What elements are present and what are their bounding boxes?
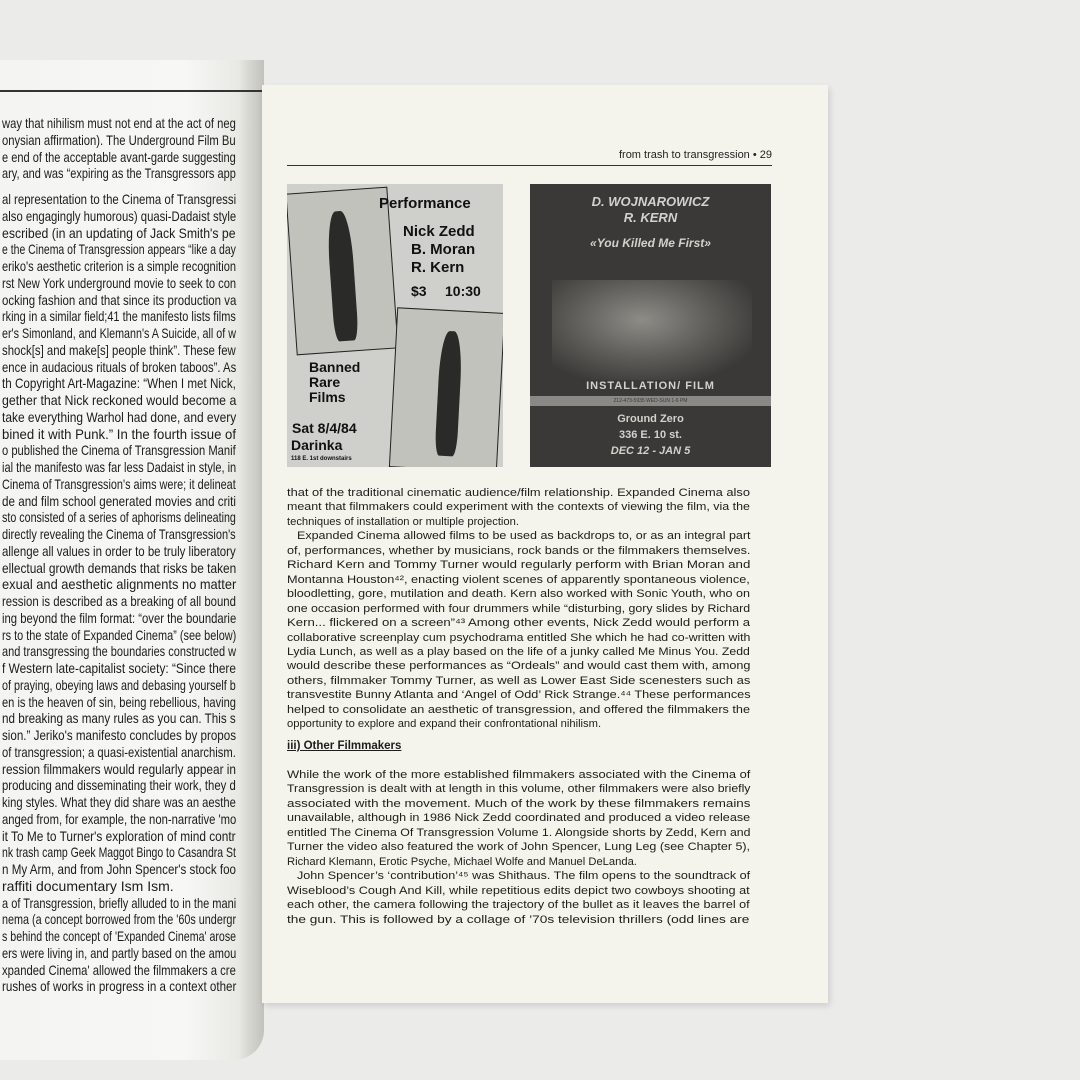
left-page-line: ression filmmakers would regularly appear in bbox=[2, 760, 237, 777]
left-page-line: Cinema of Transgression's aims were; it delineat bbox=[2, 475, 236, 492]
poster-artist-2: R. KERN bbox=[623, 210, 678, 225]
left-page-line: raffiti documentary Ism Ism. bbox=[2, 877, 174, 894]
left-page-line: er's Simonland, and Klemann's A Suicide, all of w bbox=[2, 325, 236, 341]
poster-address: 336 E. 10 st. bbox=[619, 429, 682, 441]
left-page-line: exual and aesthetic alignments no matter bbox=[2, 576, 237, 593]
left-page-line: nema (a concept borrowed from the '60s undergr bbox=[2, 911, 237, 928]
poster-venue: Darinka bbox=[291, 437, 343, 453]
left-page-line: n My Arm, and from John Spencer's stock foo bbox=[2, 861, 237, 877]
text-line: associated with the movement. Much of the work by these filmmakers remains bbox=[287, 797, 751, 810]
poster-artist-1: D. WOJNAROWICZ bbox=[591, 194, 710, 209]
left-page-header-rule bbox=[0, 90, 262, 92]
left-page-line: xpanded Cinema' allowed the filmmakers a cre bbox=[2, 961, 236, 978]
text-line: transvestite Bunny Atlanta and ‘Angel of Odd’ Rick Strange.⁴⁴ These performances bbox=[287, 689, 751, 702]
poster-price: $3 bbox=[411, 283, 427, 299]
left-page-line: nk trash camp Geek Maggot Bingo to Casandra St bbox=[2, 844, 236, 861]
right-page bbox=[262, 85, 828, 1003]
left-page-line: s behind the concept of 'Expanded Cinema' arose bbox=[2, 928, 237, 944]
text-line: meant that filmmakers could experiment with the contexts of viewing the film, via the bbox=[287, 501, 750, 514]
left-page-line: a of Transgression, briefly alluded to in the mani bbox=[2, 894, 237, 911]
left-page-line: rst New York underground movie to seek to con bbox=[2, 274, 237, 291]
text-line: Richard Kern and Tommy Turner would regularly perform with Brian Moran and bbox=[287, 559, 751, 572]
poster-address: 118 E. 1st downstairs bbox=[291, 456, 352, 462]
text-line: While the work of the more established filmmakers associated with the Cinema of bbox=[287, 769, 751, 781]
left-page-line: f Western late-capitalist society: “Since there bbox=[2, 660, 236, 676]
text-line: others, filmmaker Tommy Turner, as well as Lower East Side scenesters such as bbox=[287, 674, 751, 687]
poster-image bbox=[552, 280, 752, 380]
running-head: from trash to transgression • 29 bbox=[618, 149, 772, 161]
left-page-line: take everything Warhol had done, and every bbox=[2, 408, 237, 425]
left-page-line: and transgressing the boundaries constructed w bbox=[2, 643, 237, 660]
left-page-line: o published the Cinema of Transgression Manif bbox=[2, 442, 236, 459]
header-rule bbox=[287, 165, 772, 166]
left-page-line: rs to the state of Expanded Cinema” (see below) bbox=[2, 626, 237, 643]
left-page-line: nd breaking as many rules as you can. This s bbox=[2, 710, 236, 727]
text-line: Lydia Lunch, as well as a play based on the life of a junky called Me Minus You. Zedd bbox=[287, 645, 750, 658]
left-page-line: al representation to the Cinema of Transgressi bbox=[2, 191, 237, 207]
left-page-line: sto consisted of a series of aphorisms delineating bbox=[2, 509, 236, 526]
text-line: collaborative screenplay cum psychodrama entitled She which he had co-written with bbox=[287, 631, 751, 644]
poster-venue: Ground Zero bbox=[617, 413, 684, 425]
poster-dates: DEC 12 - JAN 5 bbox=[610, 445, 691, 457]
poster-subtitle-2: Rare bbox=[309, 374, 341, 390]
text-line: entitled The Cinema Of Transgression Volume 1. Alongside shorts by Zedd, Kern and bbox=[287, 826, 751, 839]
left-page-line: it To Me to Turner's exploration of mind contr bbox=[2, 827, 236, 844]
left-page-line: allenge all values in order to be truly liberatory bbox=[2, 542, 236, 559]
left-page-line: of praying, obeying laws and debasing yourself b bbox=[2, 676, 236, 693]
text-line: unavailable, although in 1986 Nick Zedd coordinated and produced a video release bbox=[287, 812, 751, 825]
text-line: John Spencer’s ‘contribution’⁴⁵ was Shithaus. The film opens to the soundtrack of bbox=[297, 870, 751, 883]
poster-subtitle-3: Films bbox=[309, 389, 346, 405]
left-page-line: gether that Nick reckoned would become a bbox=[2, 392, 237, 408]
left-page-line: e the Cinema of Transgression appears “like a day bbox=[2, 241, 236, 258]
left-page-line: ocking fashion and that since its production va bbox=[2, 291, 237, 308]
text-line: Kern... flickered on a screen”⁴³ Among other events, Nick Zedd would perform a bbox=[287, 617, 751, 630]
text-line: helped to consolidate an aesthetic of transgression, and offered the filmmakers the bbox=[287, 703, 751, 716]
text-line: Wiseblood’s Cough And Kill, while repetitious edits depict two cowboys shooting at bbox=[287, 884, 750, 897]
text-line: Turner the video also featured the work of John Spencer, Lung Leg (see Chapter 5), bbox=[287, 841, 751, 854]
text-line: Expanded Cinema allowed films to be used as backdrops to, or as an integral part bbox=[297, 530, 751, 543]
poster-film-title: «You Killed Me First» bbox=[590, 236, 711, 250]
poster-info-band: 212-473-5935 WED-SUN 1-6 PM bbox=[530, 396, 771, 406]
left-page-line: rking in a similar field;41 the manifesto lists films bbox=[2, 308, 236, 325]
left-page-line: ary, and was “expiring as the Transgressors app bbox=[2, 165, 236, 182]
left-page-line: shock[s] and make[s] people think”. These few bbox=[2, 341, 236, 358]
left-page-line: producing and disseminating their work, they d bbox=[2, 777, 236, 794]
left-page-line: en is the heaven of sin, being rebellious, having bbox=[2, 693, 236, 710]
poster-date: Sat 8/4/84 bbox=[292, 420, 357, 436]
left-page-line: onysian affirmation). The Underground Film Bu bbox=[2, 131, 236, 148]
text-line: Richard Klemann, Erotic Psyche, Michael Wolfe and Manuel DeLanda. bbox=[287, 855, 637, 868]
poster-subtitle-1: Banned bbox=[309, 359, 361, 375]
text-line: each other, the camera following the trajectory of the bullet as it leaves the barrel of bbox=[287, 899, 750, 912]
text-line: techniques of installation or multiple projection. bbox=[287, 515, 519, 528]
left-page-line: ing beyond the film format: “over the boundarie bbox=[2, 609, 237, 626]
left-page-line: ellectual growth demands that risks be taken bbox=[2, 559, 237, 576]
poster-time: 10:30 bbox=[445, 283, 481, 299]
left-page-line: ression is described as a breaking of all bound bbox=[2, 593, 236, 609]
left-page-line: bined it with Punk.” In the fourth issue of bbox=[2, 425, 237, 442]
text-line: bloodletting, gore, mutilation and death. Kern also worked with Sonic Youth, who on bbox=[287, 588, 750, 601]
text-line: one occasion performed with four drummers while “disturbing, gory slides by Richard bbox=[287, 602, 751, 615]
left-page-line: king styles. What they did share was an aesthe bbox=[2, 794, 236, 810]
left-page-line: directly revealing the Cinema of Transgression's bbox=[2, 526, 236, 542]
left-page-line: th Copyright Art-Magazine: “When I met Nick, bbox=[2, 375, 236, 392]
left-page-line: way that nihilism must not end at the act of neg bbox=[2, 115, 236, 131]
poster-name-1: Nick Zedd bbox=[403, 223, 475, 240]
left-page-line: e end of the acceptable avant-garde suggesting bbox=[2, 148, 236, 165]
left-page-line: rushes of works in progress in a context other bbox=[2, 978, 237, 995]
performer-figure bbox=[326, 210, 359, 341]
text-line: of, performances, whether by musicians, rock bands or the filmmakers themselves. bbox=[287, 544, 751, 557]
text-line: opportunity to explore and expand their confrontational nihilism. bbox=[287, 718, 602, 731]
left-page-line: sion.” Jeriko's manifesto concludes by propos bbox=[2, 727, 237, 743]
text-line: that of the traditional cinematic audience/film relationship. Expanded Cinema also bbox=[287, 487, 750, 499]
poster-name-3: R. Kern bbox=[411, 259, 465, 276]
left-page-line: anged from, for example, the non-narrative 'mo bbox=[2, 810, 237, 827]
poster-type: INSTALLATION/ FILM bbox=[586, 380, 715, 392]
text-line: the gun. This is followed by a collage of ’70s television thrillers (odd lines are bbox=[287, 913, 750, 926]
poster-name-2: B. Moran bbox=[411, 241, 476, 258]
left-page-line: ence in audacious rituals of broken taboos”. As bbox=[2, 358, 237, 375]
left-page-line: escribed (in an updating of Jack Smith's pe bbox=[2, 224, 236, 241]
performer-figure bbox=[435, 331, 464, 457]
left-page-line: also engagingly humorous) quasi-Dadaist style bbox=[2, 207, 237, 224]
left-page bbox=[0, 60, 264, 1060]
poster-photo-2 bbox=[389, 307, 503, 467]
poster-you-killed-me-first bbox=[530, 184, 771, 467]
left-page-line: ers were living in, and partly based on the amou bbox=[2, 944, 237, 961]
left-page-line: eriko's aesthetic criterion is a simple recognition bbox=[2, 258, 237, 274]
left-page-line: of transgression; a quasi-existential anarchism. bbox=[2, 743, 236, 760]
text-line: Transgression is dealt with at length in this volume, other filmmakers were also briefly bbox=[287, 783, 751, 796]
text-line: would describe these performances as “Ordeals” and would cast them with, among bbox=[287, 660, 751, 673]
poster-performance bbox=[287, 184, 503, 467]
poster-title: Performance bbox=[379, 195, 471, 212]
book-spine-shadow bbox=[238, 60, 264, 1060]
text-line: Montanna Houston⁴², enacting violent scenes of apparently spontaneous violence, bbox=[287, 573, 750, 586]
left-page-line: de and film school generated movies and criti bbox=[2, 492, 236, 509]
section-heading: iii) Other Filmmakers bbox=[287, 740, 402, 752]
left-page-line: ial the manifesto was far less Dadaist in style, in bbox=[2, 459, 237, 475]
